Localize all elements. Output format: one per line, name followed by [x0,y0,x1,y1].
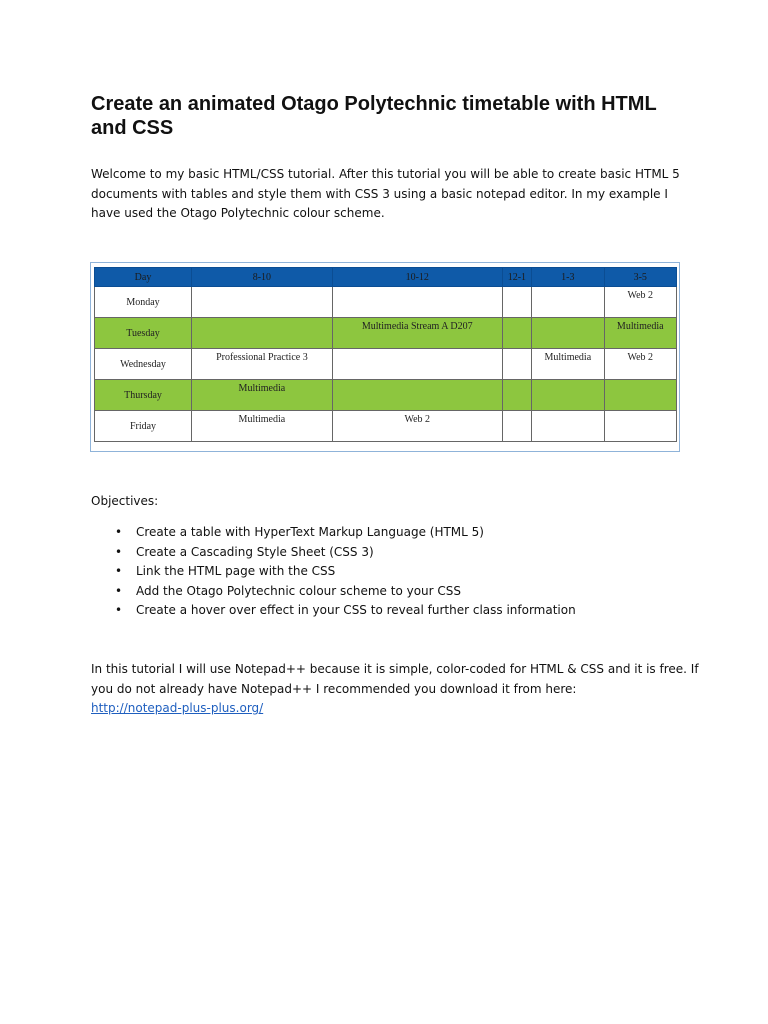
class-label [532,380,603,383]
table-row [95,411,677,442]
timetable-header-row [95,268,677,287]
table-row [95,380,677,411]
outro-paragraph [91,660,701,719]
bullet-icon: • [115,564,123,578]
header-day: Day [95,268,192,287]
list-item [91,601,576,621]
class-cell [502,318,531,349]
outro-text: In this tutorial I will use Notepad++ because it is simple, color-coded for HTML & CSS and it is free. If you do not already have Notepad++ I recommended you download it from here: [91,662,699,696]
table-row [95,318,677,349]
class-label: Multimedia [616,321,664,332]
list-item [91,523,576,543]
class-cell [532,287,604,318]
bullet-icon: • [115,583,123,598]
objective-text: Create a Cascading Style Sheet (CSS 3) [136,544,374,559]
timetable [94,267,677,442]
class-cell [604,349,676,380]
objectives-list [91,523,576,621]
class-label: Web 2 [627,290,654,301]
header-1-3: 1-3 [532,268,604,287]
class-label [532,318,603,321]
class-cell [192,287,333,318]
objectives-heading: Objectives: [91,494,159,508]
class-cell [502,380,531,411]
class-cell [532,411,604,442]
class-cell [192,318,333,349]
class-cell [532,318,604,349]
intro-paragraph: Welcome to my basic HTML/CSS tutorial. After this tutorial you will be able to create basic HTML 5 documents with tables and style them with CSS 3 using a basic notepad editor. In my example I have used the Otago Polytechnic colour scheme. [91,167,680,220]
list-item [91,582,576,602]
class-label: Multimedia Stream A D207 [361,321,473,332]
class-cell [332,287,502,318]
class-label: Multimedia [238,414,286,425]
class-cell [332,349,502,380]
class-label [503,318,531,321]
class-cell [604,318,676,349]
header-8-10: 8-10 [192,268,333,287]
class-cell [192,380,333,411]
table-row [95,349,677,380]
class-cell [532,349,604,380]
page-title: Create an animated Otago Polytechnic timetable with HTML and CSS [91,93,657,139]
class-label [503,411,531,414]
class-cell [332,380,502,411]
class-cell [332,318,502,349]
class-cell [502,411,531,442]
class-cell [332,411,502,442]
objective-text: Link the HTML page with the CSS [136,564,336,578]
day-cell: Thursday [95,380,192,411]
objective-text: Create a hover over effect in your CSS to reveal further class information [136,603,576,617]
day-cell: Wednesday [95,349,192,380]
class-cell [532,380,604,411]
bullet-icon: • [115,525,123,539]
day-cell: Friday [95,411,192,442]
header-12-1: 12-1 [502,268,531,287]
day-cell: Tuesday [95,318,192,349]
class-label [503,287,531,290]
class-cell [604,287,676,318]
class-label [605,380,676,383]
timetable-figure [90,262,680,452]
bullet-icon: • [115,544,123,559]
list-item [91,543,576,563]
list-item [91,562,576,582]
class-label [192,318,332,321]
bullet-icon: • [115,603,123,617]
class-cell [502,287,531,318]
class-label [333,380,502,383]
class-cell [192,349,333,380]
notepad-plus-plus-link[interactable]: http://notepad-plus-plus.org/ [91,701,264,715]
class-label: Professional Practice 3 [216,352,308,363]
class-cell [604,411,676,442]
header-10-12: 10-12 [332,268,502,287]
class-cell [604,380,676,411]
class-label [605,411,676,414]
class-cell [192,411,333,442]
class-label [192,287,332,290]
class-label [532,411,603,414]
class-label: Multimedia [238,383,286,394]
class-label [503,349,531,352]
class-label: Multimedia [544,352,592,363]
objective-text: Add the Otago Polytechnic colour scheme to your CSS [136,583,462,598]
class-label [532,287,603,290]
class-label [333,287,502,290]
class-label: Web 2 [404,414,431,425]
day-cell: Monday [95,287,192,318]
class-label: Web 2 [627,352,654,363]
objective-text: Create a table with HyperText Markup Language (HTML 5) [136,525,484,539]
class-label [503,380,531,383]
class-cell [502,349,531,380]
table-row [95,287,677,318]
class-label [333,349,502,352]
header-3-5: 3-5 [604,268,676,287]
